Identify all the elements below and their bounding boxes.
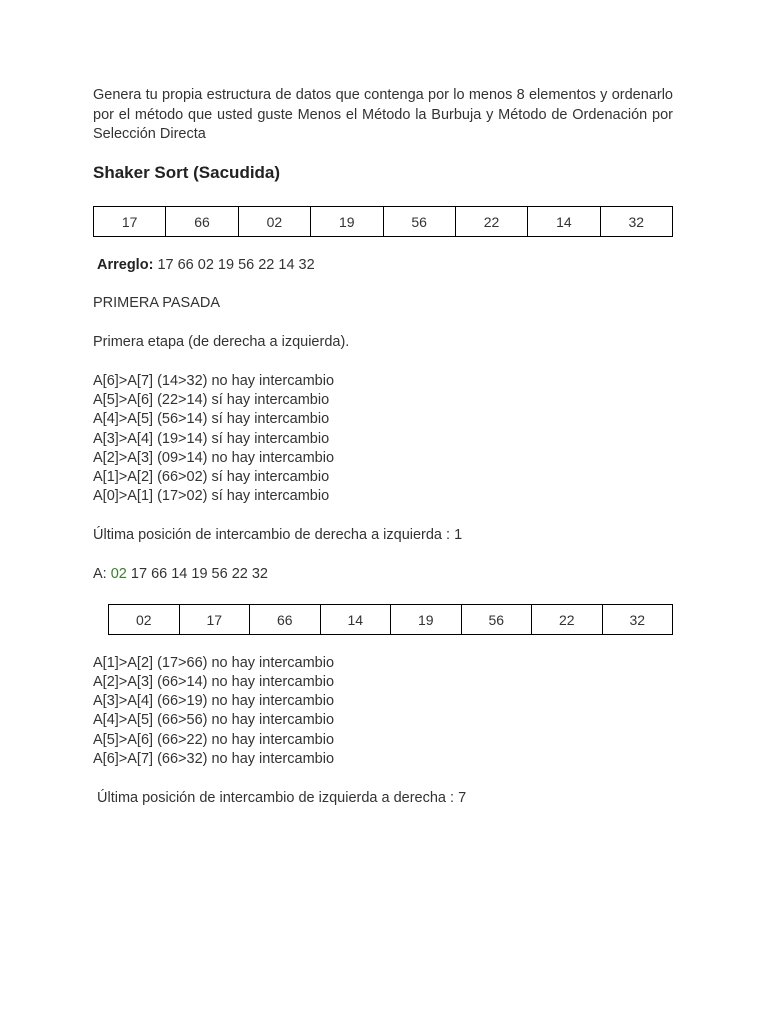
arreglo-label: Arreglo:	[97, 257, 154, 273]
comparison-line: A[3]>A[4] (19>14) sí hay intercambio	[93, 431, 330, 447]
arreglo-line	[97, 256, 315, 275]
array-cell: 19	[311, 207, 383, 237]
comparison-line: A[4]>A[5] (66>56) no hay intercambio	[93, 712, 335, 728]
array-cell: 32	[602, 605, 673, 635]
comparison-line: A[1]>A[2] (17>66) no hay intercambio	[93, 655, 335, 671]
array-cell: 32	[600, 207, 672, 237]
array-cell: 19	[391, 605, 462, 635]
arreglo-value: 17 66 02 19 56 22 14 32	[157, 257, 315, 273]
array-cell: 22	[532, 605, 603, 635]
comparison-line: A[5]>A[6] (66>22) no hay intercambio	[93, 732, 335, 748]
array-cell: 66	[250, 605, 321, 635]
array-cell: 14	[320, 605, 391, 635]
comparison-line: A[2]>A[3] (66>14) no hay intercambio	[93, 674, 335, 690]
initial-array-table	[93, 206, 673, 237]
pass-array-table	[108, 604, 673, 635]
array-cell: 17	[94, 207, 166, 237]
array-a-highlight: 02	[110, 566, 127, 582]
intro-paragraph: Genera tu propia estructura de datos que contenga por lo menos 8 elementos y ordenarlo por el método que usted guste Menos el Método la Burbuja y Método de Ordenación por Selección Directa	[93, 87, 673, 142]
table-row	[109, 605, 673, 635]
comparison-line: A[2]>A[3] (09>14) no hay intercambio	[93, 450, 335, 466]
array-cell: 17	[179, 605, 250, 635]
comparison-line: A[1]>A[2] (66>02) sí hay intercambio	[93, 469, 330, 485]
comparison-line: A[6]>A[7] (66>32) no hay intercambio	[93, 751, 335, 767]
primera-pasada-heading: PRIMERA PASADA	[93, 295, 221, 311]
array-cell: 02	[238, 207, 310, 237]
comparison-line: A[4]>A[5] (56>14) sí hay intercambio	[93, 411, 330, 427]
array-cell: 22	[455, 207, 527, 237]
array-cell: 02	[109, 605, 180, 635]
comparison-line: A[5]>A[6] (22>14) sí hay intercambio	[93, 392, 330, 408]
comparison-line: A[0]>A[1] (17>02) sí hay intercambio	[93, 488, 330, 504]
section-title: Shaker Sort (Sacudida)	[93, 163, 281, 182]
comparison-line: A[6]>A[7] (14>32) no hay intercambio	[93, 373, 335, 389]
primera-etapa-text: Primera etapa (de derecha a izquierda).	[93, 334, 350, 350]
comparison-line: A[3]>A[4] (66>19) no hay intercambio	[93, 693, 335, 709]
array-cell: 56	[461, 605, 532, 635]
array-cell: 14	[528, 207, 600, 237]
table-row	[94, 207, 673, 237]
array-a-rest: 17 66 14 19 56 22 32	[130, 566, 268, 582]
array-a-line	[93, 565, 268, 584]
array-a-label: A:	[93, 566, 107, 582]
array-cell: 56	[383, 207, 455, 237]
ultima-posicion-1: Última posición de intercambio de derecha a izquierda : 1	[93, 527, 463, 543]
array-cell: 66	[166, 207, 238, 237]
ultima-posicion-2: Última posición de intercambio de izquierda a derecha : 7	[97, 790, 467, 806]
